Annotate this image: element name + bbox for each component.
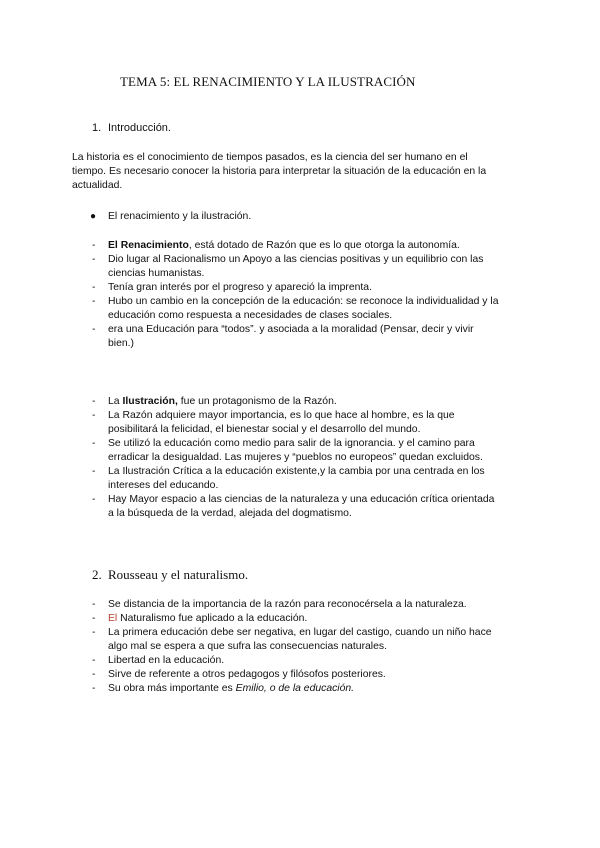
list-item [0, 409, 600, 437]
intro-line: actualidad. [72, 180, 123, 191]
list-item [0, 323, 600, 351]
list-item [0, 281, 600, 295]
section-1-heading [92, 122, 171, 134]
dash-marker: - [92, 627, 96, 638]
list-item-text: Sirve de referente a otros pedagogos y filósofos posteriores. [108, 669, 386, 680]
list-item-text: Tenía gran interés por el progreso y apareció la imprenta. [108, 282, 372, 293]
section-1-number: 1. [92, 122, 102, 134]
dash-marker: - [92, 655, 96, 666]
list-item-text: Se utilizó la educación como medio para salir de la ignorancia. y el camino para [108, 438, 475, 449]
ilustracion-term: Ilustración, [122, 396, 178, 407]
section-1-title: Introducción. [108, 122, 171, 134]
list-item [0, 668, 600, 682]
dash-marker: - [92, 396, 96, 407]
list-item [0, 437, 600, 465]
list-item-text: era una Educación para “todos”. y asociada a la moralidad (Pensar, decir y vivir [108, 324, 474, 335]
bullet-icon: ● [90, 211, 97, 222]
list-item-text: La Ilustración Crítica a la educación existente,y la cambia por una centrada en los [108, 466, 485, 477]
list-item-text: a la búsqueda de la verdad, alejada del dogmatismo. [108, 508, 352, 519]
dash-marker: - [92, 438, 96, 449]
dash-marker: - [92, 466, 96, 477]
list-item [0, 654, 600, 668]
ilustracion-list [0, 395, 600, 521]
list-item-text: ciencias humanistas. [108, 268, 205, 279]
list-item [0, 253, 600, 281]
bullet-list [0, 210, 600, 224]
naturalismo-term: El [108, 613, 118, 624]
list-item-text: Se distancia de la importancia de la razón para reconocérsela a la naturaleza. [108, 599, 467, 610]
dash-marker: - [92, 599, 96, 610]
dash-marker: - [92, 683, 96, 694]
list-item-text: La [108, 396, 123, 407]
list-item-text: fue un protagonismo de la Razón. [177, 396, 337, 407]
list-item [0, 395, 600, 409]
intro-line: La historia es el conocimiento de tiempos pasados, es la ciencia del ser humano en el [72, 152, 468, 163]
bullet-text: El renacimiento y la ilustración. [108, 211, 252, 222]
list-item [0, 493, 600, 521]
bullet-item [0, 210, 600, 224]
list-item [0, 682, 600, 696]
dash-marker: - [92, 324, 96, 335]
dash-marker: - [92, 240, 96, 251]
renacimiento-term: El Renacimiento [108, 240, 189, 251]
list-item-text: intereses del educando. [108, 480, 219, 491]
list-item-text: bien.) [108, 338, 134, 349]
list-item-text: Hay Mayor espacio a las ciencias de la naturaleza y una educación crítica orientada [108, 494, 495, 505]
list-item-text: erradicar la desigualdad. Las mujeres y “pueblos no europeos” quedan excluidos. [108, 452, 483, 463]
dash-marker: - [92, 669, 96, 680]
list-item-text: Libertad en la educación. [108, 655, 225, 666]
list-item-text: Naturalismo fue aplicado a la educación. [117, 613, 308, 624]
list-item-text: Dio lugar al Racionalismo un Apoyo a las ciencias positivas y un equilibrio con las [108, 254, 484, 265]
dash-marker: - [92, 282, 96, 293]
list-item-text: Su obra más importante es [108, 683, 236, 694]
list-item-text: La primera educación debe ser negativa, en lugar del castigo, cuando un niño hace [108, 627, 492, 638]
section-2-title: Rousseau y el naturalismo. [108, 567, 249, 582]
list-item-text: Hubo un cambio en la concepción de la educación: se reconoce la individualidad y la [108, 296, 499, 307]
intro-paragraph [72, 151, 532, 193]
dash-marker: - [92, 613, 96, 624]
list-item-text: algo mal se espera a que sufra las consecuencias naturales. [108, 641, 387, 652]
list-item [0, 612, 600, 626]
section-2-number: 2. [92, 567, 102, 582]
dash-marker: - [92, 296, 96, 307]
intro-line: tiempo. Es necesario conocer la historia para interpretar la situación de la educación en la [72, 166, 487, 177]
list-item-text: La Razón adquiere mayor importancia, es lo que hace al hombre, es la que [108, 410, 455, 421]
renacimiento-list [0, 239, 600, 351]
section-2-heading [92, 567, 248, 583]
dash-marker: - [92, 494, 96, 505]
list-item [0, 295, 600, 323]
list-item [0, 626, 600, 654]
list-item [0, 598, 600, 612]
document-title: TEMA 5: EL RENACIMIENTO Y LA ILUSTRACIÓN [120, 74, 416, 89]
list-item-text: , está dotado de Razón que es lo que otorga la autonomía. [188, 240, 460, 251]
list-item [0, 239, 600, 253]
dash-marker: - [92, 410, 96, 421]
obra-title: Emilio, o de la educación. [235, 683, 355, 694]
list-item [0, 465, 600, 493]
list-item-text: educación como respuesta a necesidades de clases sociales. [108, 310, 393, 321]
list-item-text: posibilitará la felicidad, el bienestar social y el desarrollo del mundo. [108, 424, 421, 435]
dash-marker: - [92, 254, 96, 265]
rousseau-list [0, 598, 600, 696]
